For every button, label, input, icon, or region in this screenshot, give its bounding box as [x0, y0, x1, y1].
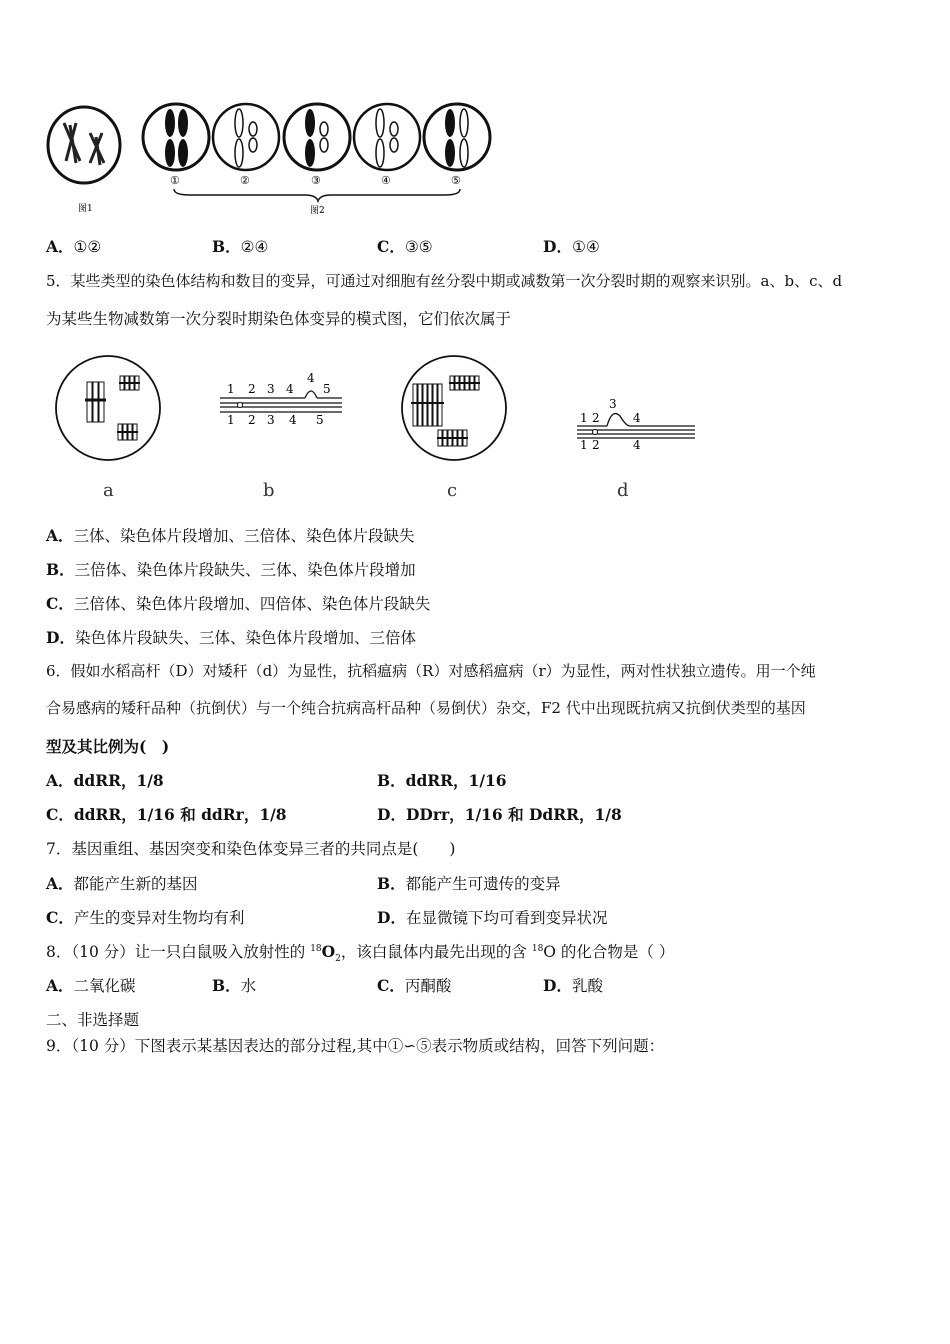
q7-option-a[interactable]: A．都能产生新的基因 — [46, 874, 198, 893]
cell-number-1: ① — [170, 174, 180, 187]
q4-option-b[interactable]: B．②④ — [212, 237, 269, 256]
q6-option-a[interactable]: A．ddRR，1/8 — [46, 771, 164, 790]
q8-stem: 8．（10 分）让一只白鼠吸入放射性的 $^{18}O_2$，该白鼠体内最先出现的含 $^{18}$O 的化合物是（ ） — [46, 942, 675, 965]
d-bottom-num-4: 4 — [633, 438, 641, 452]
d-top-num-3: 3 — [609, 397, 617, 411]
q4-option-a[interactable]: A．①② — [46, 237, 102, 256]
b-top-num-3: 3 — [267, 382, 275, 396]
q6-stem-line2: 合易感病的矮秆品种（抗倒伏）与一个纯合抗病高杆品种（易倒伏）杂交，F2 代中出现既抗病又抗倒伏类型的基因 — [46, 699, 806, 717]
variation-label-b: b — [263, 480, 275, 501]
q5-option-c[interactable]: C．三倍体、染色体片段增加、四倍体、染色体片段缺失 — [46, 594, 431, 613]
q4-option-c[interactable]: C．③⑤ — [377, 237, 433, 256]
d-top-num-2: 2 — [592, 411, 600, 425]
q6-option-b[interactable]: B．ddRR，1/16 — [377, 771, 507, 790]
fig2-brace — [174, 189, 460, 201]
b-top-num-5: 5 — [323, 382, 331, 396]
q6-stem-line3: 型及其比例为( ) — [46, 737, 170, 756]
q5-option-d[interactable]: D．染色体片段缺失、三体、染色体片段增加、三倍体 — [46, 628, 416, 647]
q7-option-c[interactable]: C．产生的变异对生物均有利 — [46, 908, 245, 927]
q7-stem: 7．基因重组、基因突变和染色体变异三者的共同点是( ) — [46, 840, 456, 858]
variation-c — [402, 356, 506, 460]
d-bottom-num-2: 2 — [592, 438, 600, 452]
d-top-num-4: 4 — [633, 411, 641, 425]
q6-stem-line1: 6．假如水稻高杆（D）对矮秆（d）为显性，抗稻瘟病（R）对感稻瘟病（r）为显性，两对性状独立遗传。用一个纯 — [46, 662, 816, 680]
q4-option-d[interactable]: D．①④ — [543, 237, 600, 256]
q5-stem-line1: 5．某些类型的染色体结构和数目的变异，可通过对细胞有丝分裂中期或减数第一次分裂时期的观察来识别。a、b、c、d — [46, 272, 843, 290]
cell-number-5: ⑤ — [451, 174, 461, 187]
q6-option-c[interactable]: C．ddRR，1/16 和 ddRr，1/8 — [46, 805, 287, 824]
fig2-cell-5 — [424, 104, 490, 170]
variation-label-a: a — [103, 480, 114, 501]
cell-number-3: ③ — [311, 174, 321, 187]
d-top-num-1: 1 — [580, 411, 588, 425]
q5-stem-line2: 为某些生物减数第一次分裂时期染色体变异的模式图，它们依次属于 — [46, 310, 512, 328]
b-top-num-4b: 4 — [307, 371, 315, 385]
q5-option-a[interactable]: A．三体、染色体片段增加、三倍体、染色体片段缺失 — [46, 526, 415, 545]
section-title: 二、非选择题 — [46, 1011, 140, 1029]
q6-option-d[interactable]: D．DDrr，1/16 和 DdRR，1/8 — [377, 805, 622, 824]
b-bottom-num-5: 5 — [316, 413, 324, 427]
q5-option-b[interactable]: B．三倍体、染色体片段缺失、三体、染色体片段增加 — [46, 560, 416, 579]
cell-number-2: ② — [240, 174, 250, 187]
q8-option-c[interactable]: C．丙酮酸 — [377, 976, 452, 995]
variation-a — [56, 356, 160, 460]
fig2-cell-4 — [354, 104, 420, 170]
q8-option-d[interactable]: D．乳酸 — [543, 976, 603, 995]
b-top-num-4: 4 — [286, 382, 294, 396]
fig1-label: 图1 — [78, 204, 93, 214]
cell-number-4: ④ — [381, 174, 391, 187]
fig2-label: 图2 — [310, 206, 325, 216]
b-bottom-num-2: 2 — [248, 413, 256, 427]
q9-stem: 9．（10 分）下图表示某基因表达的部分过程,其中①∽⑤表示物质或结构，回答下列问题： — [46, 1037, 665, 1055]
variation-label-d: d — [617, 480, 629, 501]
b-bottom-num-1: 1 — [227, 413, 235, 427]
figure-cells — [40, 95, 510, 220]
q8-option-a[interactable]: A．二氧化碳 — [46, 976, 136, 995]
q8-option-b[interactable]: B．水 — [212, 976, 257, 995]
q7-option-d[interactable]: D．在显微镜下均可看到变异状况 — [377, 908, 608, 927]
b-top-num-1: 1 — [227, 382, 235, 396]
fig2-cell-2 — [213, 104, 279, 170]
q7-option-b[interactable]: B．都能产生可遗传的变异 — [377, 874, 561, 893]
b-bottom-num-4: 4 — [289, 413, 297, 427]
d-bottom-num-1: 1 — [580, 438, 588, 452]
figure-variations — [50, 350, 710, 510]
fig2-cell-3 — [284, 104, 350, 170]
fig1-cell — [48, 107, 120, 183]
variation-label-c: c — [447, 480, 458, 501]
b-bottom-num-3: 3 — [267, 413, 275, 427]
fig2-cell-1 — [143, 104, 209, 170]
b-top-num-2: 2 — [248, 382, 256, 396]
